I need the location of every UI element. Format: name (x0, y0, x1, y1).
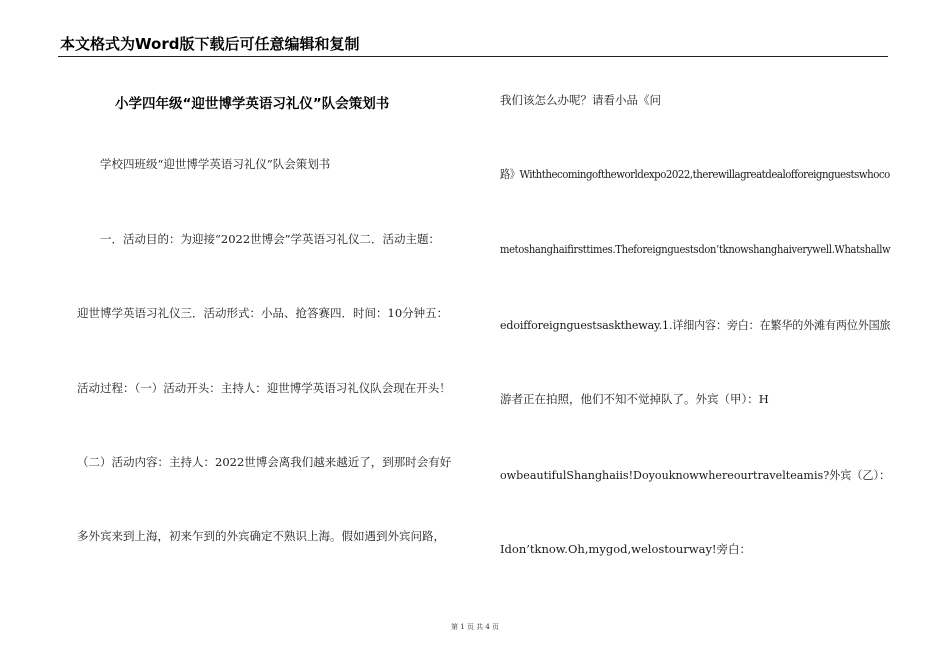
left-line-2: 一．活动目的：为迎接“2022世博会”学英语习礼仪二．活动主题： (100, 232, 441, 246)
left-line-3: 迎世博学英语习礼仪三．活动形式：小品、抢答赛四．时间：10分钟五： (77, 306, 449, 320)
right-line-3: metoshanghaifirsttimes.Theforeignguestsdon’tknowshanghaiverywell.Whatshallw (500, 242, 891, 256)
left-line-4: 活动过程：（一）活动开头：主持人：迎世博学英语习礼仪队会现在开头！ (77, 381, 451, 395)
right-line-5: 游者正在拍照，他们不知不觉掉队了。外宾（甲）：H (500, 392, 769, 406)
left-line-1: 学校四班级“迎世博学英语习礼仪”队会策划书 (100, 157, 331, 171)
document-banner: 本文格式为Word版下载后可任意编辑和复制 (60, 35, 360, 53)
right-line-7: Idon’tknow.Oh,mygod,welostourway!旁白： (500, 542, 752, 556)
left-line-5: （二）活动内容：主持人：2022世博会离我们越来越近了，到那时会有好 (77, 455, 452, 469)
right-line-2: 路》Withthecomingoftheworldexpo2022,therewillagreatdealofforeignguestswhoco (500, 167, 890, 181)
page-number-footer: 第 1 页 共 4 页 (450, 623, 500, 631)
left-line-6: 多外宾来到上海，初来乍到的外宾确定不熟识上海。假如遇到外宾问路， (77, 529, 445, 543)
right-line-1: 我们该怎么办呢？请看小品《问 (500, 93, 661, 107)
right-line-4: edoifforeignguestsasktheway.1.详细内容：旁白：在繁华的外滩有两位外国旅 (500, 318, 891, 332)
banner-divider (58, 56, 888, 57)
right-line-6: owbeautifulShanghaiis!Doyouknowwhereourtravelteamis?外宾（乙）： (500, 468, 891, 482)
document-title: 小学四年级“迎世博学英语习礼仪”队会策划书 (115, 96, 390, 112)
